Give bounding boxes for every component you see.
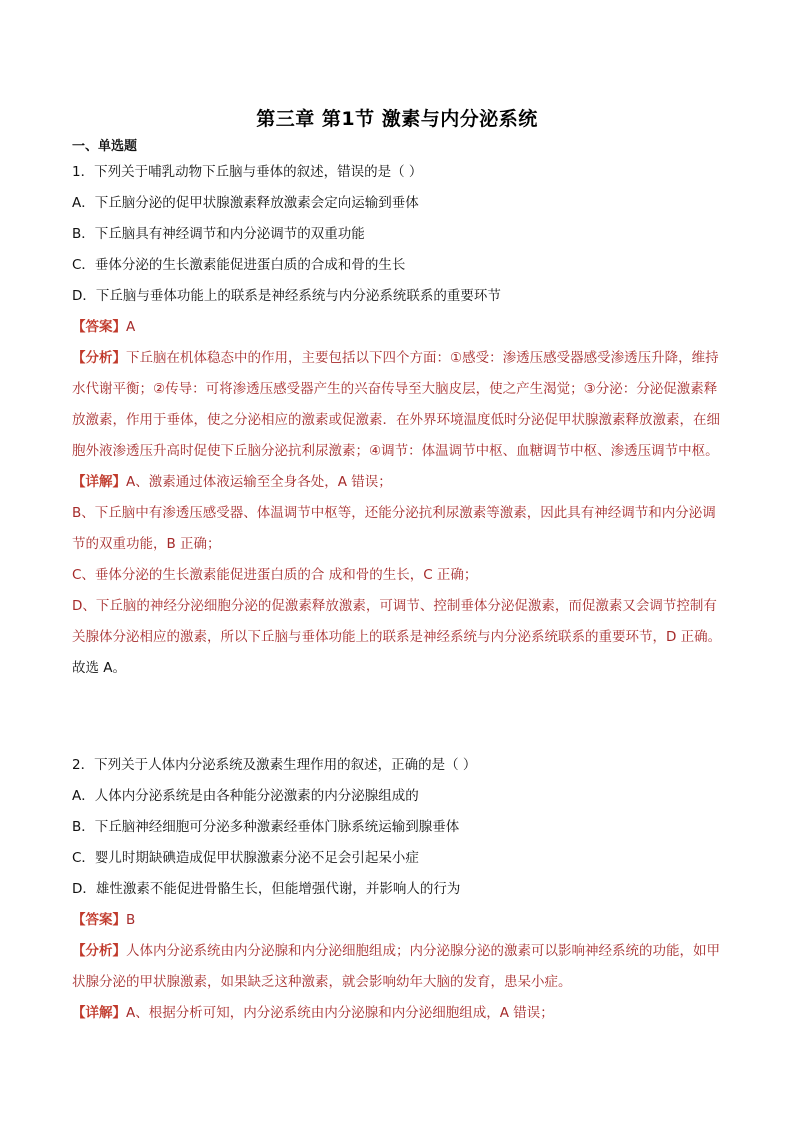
question-1-stem: 1．下列关于哺乳动物下丘脑与垂体的叙述，错误的是（ ） — [72, 164, 423, 180]
question-1-analysis — [72, 343, 724, 467]
question-2 — [72, 750, 724, 1029]
answer-tag: 【答案】 — [72, 319, 126, 335]
question-1-option-b: B．下丘脑具有神经调节和内分泌调节的双重功能 — [72, 226, 365, 242]
question-1-answer — [72, 312, 724, 343]
question-1-detail-d: D、下丘脑的神经分泌细胞分泌的促激素释放激素，可调节、控制垂体分泌促激素，而促激素又会调节控制有关腺体分泌相应的激素，所以下丘脑与垂体功能上的联系是神经系统与内分泌系统联系的重要环节，D 正确。 — [72, 598, 722, 645]
analysis-tag: 【分析】 — [72, 350, 126, 366]
question-1 — [72, 157, 724, 684]
analysis-tag: 【分析】 — [72, 943, 126, 959]
detail-tag: 【详解】 — [72, 474, 126, 490]
question-2-answer — [72, 905, 724, 936]
section-heading: 一、单选题 — [72, 139, 138, 154]
analysis-text: 人体内分泌系统由内分泌腺和内分泌细胞组成；内分泌腺分泌的激素可以影响神经系统的功能，如甲状腺分泌的甲状腺激素，如果缺乏这种激素，就会影响幼年大脑的发育，患呆小症。 — [72, 943, 720, 990]
question-2-option-a: A．人体内分泌系统是由各种能分泌激素的内分泌腺组成的 — [72, 788, 419, 804]
detail-a-text: A、激素通过体液运输至全身各处，A 错误； — [126, 474, 392, 490]
question-2-option-c: C．婴儿时期缺碘造成促甲状腺激素分泌不足会引起呆小症 — [72, 850, 419, 866]
page-title: 第三章 第1节 激素与内分泌系统 — [256, 108, 538, 130]
answer-value: A — [126, 319, 136, 335]
detail-a-text: A、根据分析可知，内分泌系统由内分泌腺和内分泌细胞组成，A 错误； — [126, 1005, 554, 1021]
question-1-option-c: C．垂体分泌的生长激素能促进蛋白质的合成和骨的生长 — [72, 257, 406, 273]
question-2-detail-a — [72, 998, 724, 1029]
question-2-stem: 2．下列关于人体内分泌系统及激素生理作用的叙述，正确的是（ ） — [72, 757, 477, 773]
analysis-text: 下丘脑在机体稳态中的作用，主要包括以下四个方面：①感受：渗透压感受器感受渗透压升降，维持水代谢平衡；②传导：可将渗透压感受器产生的兴奋传导至大脑皮层，使之产生渴觉；③分泌：分泌促激素释放激素，作用于垂体，使之分泌相应的激素或促激素．在外界环境温度低时分泌促甲状腺激素释放激素，在细胞外液渗透压升高时促使下丘脑分泌抗利尿激素；④调节：体温调节中枢、血糖调节中枢、渗透压调节中枢。 — [72, 350, 720, 459]
question-2-analysis — [72, 936, 724, 998]
answer-tag: 【答案】 — [72, 912, 126, 928]
question-2-option-b: B．下丘脑神经细胞可分泌多种激素经垂体门脉系统运输到腺垂体 — [72, 819, 460, 835]
question-1-detail-c: C、垂体分泌的生长激素能促进蛋白质的合 成和骨的生长，C 正确； — [72, 567, 478, 583]
question-1-detail-a — [72, 467, 724, 498]
question-1-conclusion: 故选 A。 — [72, 660, 127, 676]
question-1-detail-b: B、下丘脑中有渗透压感受器、体温调节中枢等，还能分泌抗利尿激素等激素，因此具有神经调节和内分泌调节的双重功能，B 正确； — [72, 505, 716, 552]
detail-tag: 【详解】 — [72, 1005, 126, 1021]
answer-value: B — [126, 912, 136, 928]
question-1-option-a: A．下丘脑分泌的促甲状腺激素释放激素会定向运输到垂体 — [72, 195, 419, 211]
question-2-option-d: D．雄性激素不能促进骨骼生长，但能增强代谢，并影响人的行为 — [72, 881, 461, 897]
question-1-option-d: D．下丘脑与垂体功能上的联系是神经系统与内分泌系统联系的重要环节 — [72, 288, 501, 304]
